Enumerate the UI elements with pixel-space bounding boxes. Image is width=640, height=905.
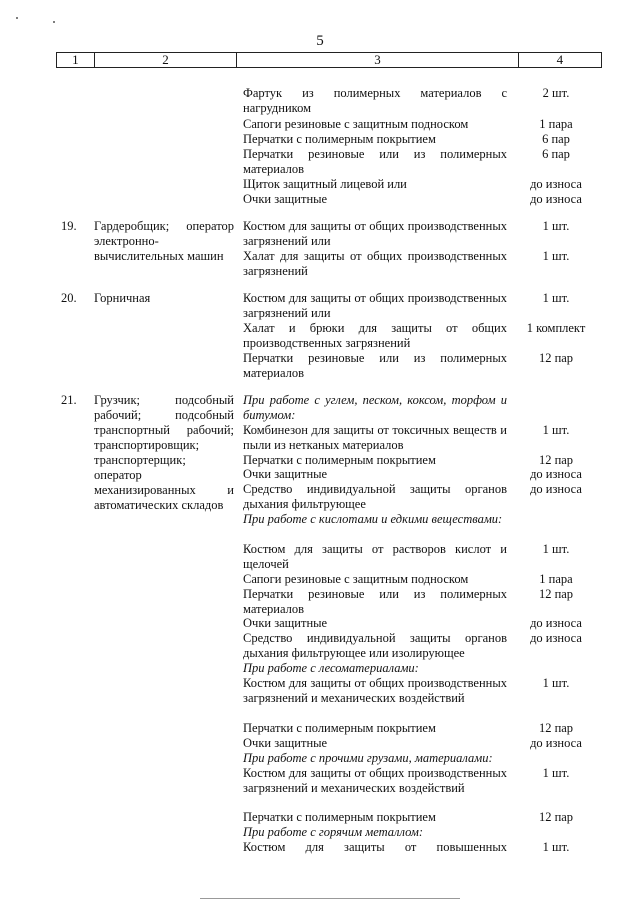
occupation: Гардеробщик; оператор электронно-вычислительных машин: [94, 219, 234, 263]
item-quantity: 1 пара: [539, 117, 573, 131]
item-quantity: 6 пар: [542, 147, 570, 161]
item-quantity: до износа: [530, 192, 582, 206]
item-text: Сапоги резиновые с защитным подноском: [243, 117, 469, 131]
item-text: Халат и брюки для защиты от общих производственных загрязнений: [243, 321, 507, 350]
item-quantity: 12 пар: [538, 810, 574, 824]
item-quantity: 12 пар: [538, 587, 574, 601]
item-quantity: 2 шт.: [542, 86, 570, 100]
scan-speck: [53, 21, 55, 23]
column-header-table: [56, 52, 602, 68]
column-number-4: 4: [518, 53, 601, 68]
item-quantity: до износа: [530, 177, 582, 191]
item-text: Средство индивидуальной защиты органов дыхания фильтрующее: [243, 482, 507, 511]
item-quantity: 1 шт.: [542, 766, 570, 780]
item-text: Костюм для защиты от общих производственных загрязнений и механических воздействий: [243, 766, 507, 795]
item-quantity: 1 шт.: [542, 423, 570, 437]
item-quantity: до износа: [530, 482, 582, 496]
item-quantity: 1 шт.: [542, 542, 570, 556]
item-text: Перчатки резиновые или из полимерных материалов: [243, 587, 507, 616]
item-text: Очки защитные: [243, 736, 328, 750]
item-text: Перчатки с полимерным покрытием: [243, 721, 436, 735]
subgroup-heading: При работе с горячим металлом:: [243, 825, 423, 839]
column-number-2: 2: [94, 53, 237, 68]
item-text: Перчатки с полимерным покрытием: [243, 810, 436, 824]
item-text: Костюм для защиты от общих производственных загрязнений и механических воздействий: [243, 676, 507, 705]
page-number: 5: [316, 33, 324, 49]
item-text: Очки защитные: [243, 192, 328, 206]
item-quantity: 1 шт.: [542, 219, 570, 233]
item-quantity: 12 пар: [538, 721, 574, 735]
scan-speck: [16, 17, 18, 19]
item-quantity: до износа: [530, 631, 582, 645]
subgroup-heading: При работе с прочими грузами, материалами:: [243, 751, 493, 765]
item-quantity: до износа: [530, 736, 582, 750]
item-text: Очки защитные: [243, 467, 328, 481]
item-text: Перчатки резиновые или из полимерных материалов: [243, 147, 507, 176]
row-number: 20.: [61, 291, 77, 305]
item-quantity: 1 пара: [539, 572, 573, 586]
item-text: Костюм для защиты от повышенных: [243, 840, 507, 854]
item-quantity: 1 шт.: [542, 249, 570, 263]
page-bottom-edge: [200, 898, 460, 899]
item-quantity: до износа: [530, 616, 582, 630]
item-text: Очки защитные: [243, 616, 328, 630]
subgroup-heading: При работе с кислотами и едкими веществами:: [243, 512, 503, 526]
item-text: Костюм для защиты от общих производственных загрязнений или: [243, 219, 507, 248]
occupation: Грузчик; подсобный рабочий; подсобный транспортный рабочий; транспортировщик; транспортерщик; оператор механизированных и автоматических складов: [94, 393, 234, 512]
item-text: Перчатки с полимерным покрытием: [243, 453, 436, 467]
subgroup-heading: При работе с углем, песком, коксом, торфом и битумом:: [243, 393, 507, 422]
item-quantity: 12 пар: [538, 351, 574, 365]
item-quantity: 1 шт.: [542, 676, 570, 690]
row-number: 19.: [61, 219, 77, 233]
item-quantity: 1 шт.: [542, 840, 570, 854]
item-text: Комбинезон для защиты от токсичных веществ и пыли из нетканых материалов: [243, 423, 507, 452]
item-text: Халат для защиты от общих производственных загрязнений: [243, 249, 507, 278]
item-quantity: 6 пар: [542, 132, 570, 146]
row-number: 21.: [61, 393, 77, 407]
column-number-1: 1: [57, 53, 95, 68]
item-text: Костюм для защиты от растворов кислот и щелочей: [243, 542, 507, 571]
column-number-3: 3: [237, 53, 518, 68]
item-quantity: 1 шт.: [542, 291, 570, 305]
item-text: Щиток защитный лицевой или: [243, 177, 407, 191]
item-text: Фартук из полимерных материалов с нагрудником: [243, 86, 507, 115]
item-text: Сапоги резиновые с защитным подноском: [243, 572, 469, 586]
item-quantity: 12 пар: [538, 453, 574, 467]
subgroup-heading: При работе с лесоматериалами:: [243, 661, 419, 675]
item-text: Костюм для защиты от общих производственных загрязнений или: [243, 291, 507, 320]
item-text: Средство индивидуальной защиты органов дыхания фильтрующее или изолирующее: [243, 631, 507, 660]
item-text: Перчатки с полимерным покрытием: [243, 132, 436, 146]
item-quantity: 1 комплект: [526, 321, 586, 335]
occupation: Горничная: [94, 291, 151, 305]
item-quantity: до износа: [530, 467, 582, 481]
item-text: Перчатки резиновые или из полимерных материалов: [243, 351, 507, 380]
